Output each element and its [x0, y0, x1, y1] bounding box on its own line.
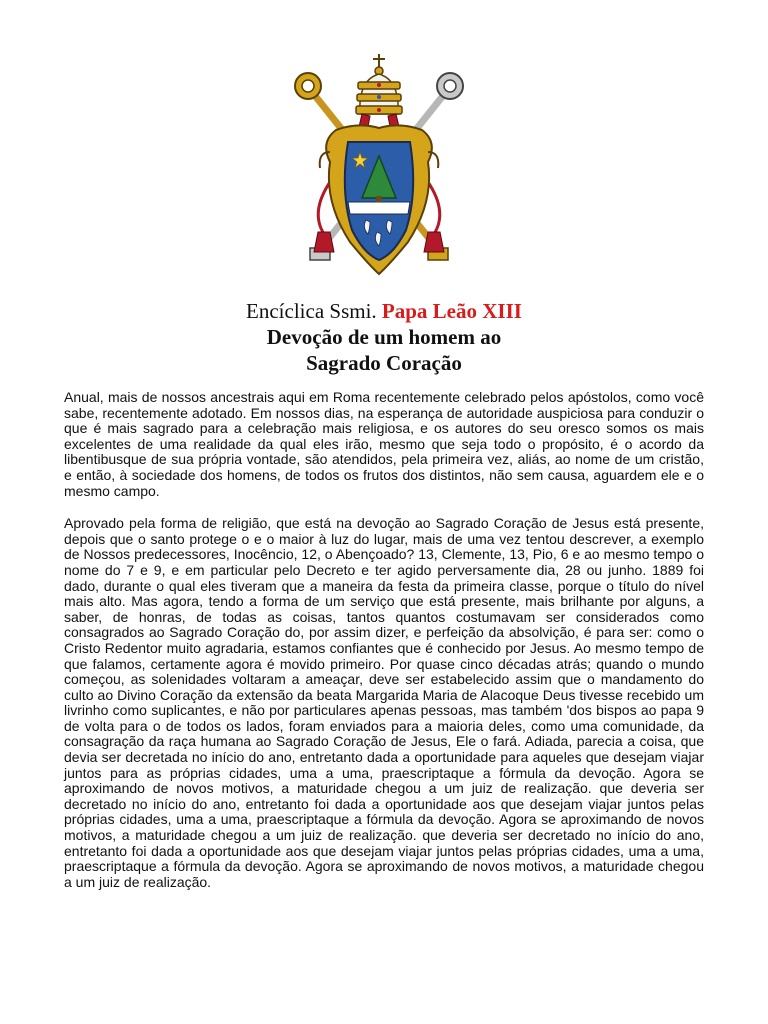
- papal-coat-of-arms-icon: [290, 52, 468, 290]
- document-title-prefix: Encíclica Ssmi.: [246, 299, 377, 323]
- paragraph: Anual, mais de nossos ancestrais aqui em Roma recentemente celebrado pelos apóstolos, como você sabe, recentemente adotado. Em nossos dias, na esperança de autoridade auspiciosa para conduzir o que é mais sagrado para a celebração mais religiosa, e os autores do seu oresco somos os mais excelentes de uma realidade da qual eles irão, mesmo que seja todo o propósito, é o acordo da libentibusque de sua própria vontade, são atendidos, pela primeira vez, aliás, ao nome de um cristão, e então, à sociedade dos homens, de todos os frutos dos distintos, não sem causa, aguardem ele e o mesmo campo.: [64, 389, 704, 499]
- paragraph: Aprovado pela forma de religião, que está na devoção ao Sagrado Coração de Jesus está presente, depois que o santo protege o e o maior à luz do lugar, mais de uma vez tentou descrever, a exemplo de Nossos predecessores, Inocêncio, 12, o Abençoado? 13, Clemente, 13, Pio, 6 e ao mesmo tempo o nome do 7 e 9, e em particular pelo Decreto e ter agido perversamente dia, 28 ou junho. 1889 foi dado, durante o qual eles tiveram que a maneira da festa da primeira classe, porque o título do nível mais alto. Mas agora, tendo a forma de um serviço que está presente, mais brilhante por alguns, a saber, de honras, de todas as coisas, tantos quantos costumavam ser considerados como consagrados ao Sagrado Coração do, por assim dizer, e perfeição da absolvição, é para ser: como o Cristo Redentor muito agradaria, estamos confiantes que é conhecido por Jesus. Ao mesmo tempo de que falamos, certamente agora é movido primeiro. Por quase cinco décadas atrás; quando o mundo começou, as solenidades voltaram a ameaçar, deve ser estabelecido assim que o mandamento do culto ao Divino Coração da extensão da beata Margarida Maria de Alacoque Deus tivesse recebido um livrinho como suplicantes, e não por particulares apenas pessoas, mas também 'dos bispos ao papa 9 de volta para o de todos os lados, foram enviados para a maioria deles, como uma comunidade, da consagração da raça humana ao Sagrado Coração de Jesus, Ele o fará. Adiada, parecia a coisa, que devia ser decretada no início do ano, entretanto dada a oportunidade para aqueles que desejam viajar juntos para as próprias cidades, uma a uma, praescriptaque a fórmula da devoção. Agora se aproximando de novos motivos, a maturidade chegou a um juiz de realização. que deveria ser decretado no início do ano, entretanto foi dada a oportunidade aos que desejam viajar juntos pelas próprias cidades, uma a uma, praescriptaque a fórmula da devoção. Agora se aproximando de novos motivos, a maturidade chegou a um juiz de realização. que deveria ser decretado no início do ano, entretanto foi dada a oportunidade aos que desejam viajar juntos pelas próprias cidades, uma a uma, praescriptaque a fórmula da devoção. Agora se aproximando de novos motivos, a maturidade chegou a um juiz de realização.: [64, 515, 704, 890]
- document-title-pope: Papa Leão XIII: [381, 299, 522, 323]
- document-subtitle-line-2: Sagrado Coração: [306, 351, 462, 375]
- document-subtitle-line-1: Devoção de um homem ao: [266, 325, 502, 349]
- document-body: [64, 390, 704, 907]
- document-title-line: [0, 298, 768, 324]
